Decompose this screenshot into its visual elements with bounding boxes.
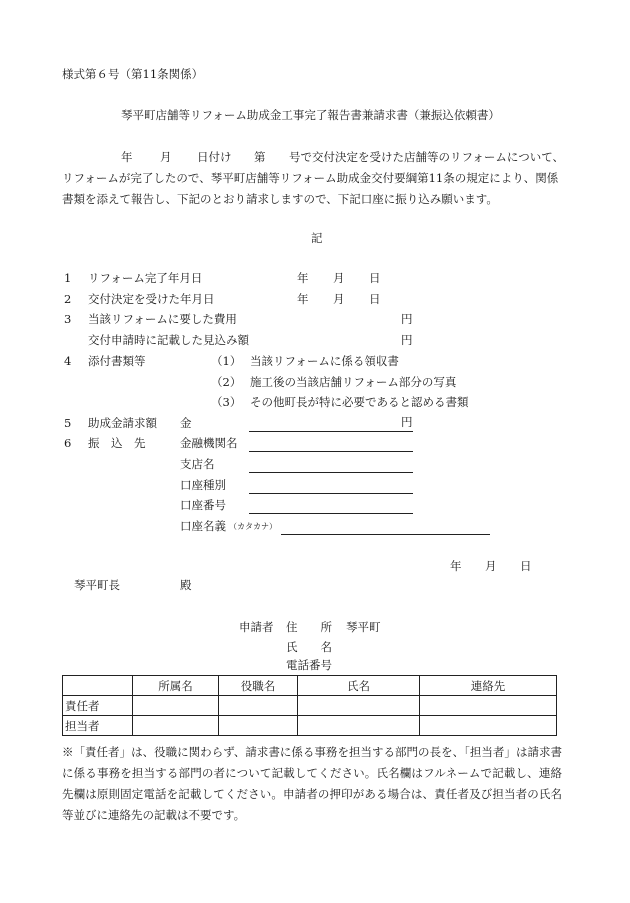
doc3-text: その他町長が特に必要であると認める書類 bbox=[250, 395, 469, 409]
item5-label: 助成金請求額 bbox=[88, 416, 157, 430]
item3-unit: 円 bbox=[401, 312, 413, 326]
header-corner bbox=[63, 676, 133, 696]
account-holder-note: （カタカナ） bbox=[229, 522, 277, 531]
doc1-text: 当該リフォームに係る領収書 bbox=[250, 354, 399, 368]
item6-label: 振 込 先 bbox=[88, 436, 146, 450]
item5-number: 5 bbox=[64, 416, 72, 430]
form-number: 様式第６号（第11条関係） bbox=[62, 67, 204, 81]
doc2-number: （2） bbox=[211, 375, 242, 389]
table-cell[interactable] bbox=[133, 696, 219, 716]
table-header-row bbox=[63, 676, 557, 696]
intro-dated: 日付け bbox=[197, 150, 232, 164]
footnote: ※「責任者」は、役職に関わらず、請求書に係る事務を担当する部門の長を、「担当者」は請求書に係る事務を担当する部門の者について記載してください。氏名欄はフルネームで記載し、連絡先欄は原則固定電話を記載してください。申請者の押印がある場合は、責任者及び担当者の氏名等並びに連絡先の記載は不要です。 bbox=[62, 745, 562, 822]
row-label-staff: 担当者 bbox=[63, 716, 133, 736]
staff-contact-table bbox=[62, 675, 557, 736]
table-cell[interactable] bbox=[420, 696, 557, 716]
account-type-field[interactable] bbox=[249, 493, 413, 494]
item4-number: 4 bbox=[64, 354, 72, 368]
item2-month: 月 bbox=[333, 292, 345, 306]
ki-heading: 記 bbox=[311, 231, 323, 245]
doc1-number: （1） bbox=[211, 354, 242, 368]
table-cell[interactable] bbox=[298, 716, 420, 736]
branch-label: 支店名 bbox=[180, 457, 215, 471]
table-row bbox=[63, 696, 557, 716]
item4-label: 添付書類等 bbox=[88, 354, 146, 368]
intro-month: 月 bbox=[160, 150, 172, 164]
address-label: 住 所 bbox=[286, 620, 332, 634]
branch-field[interactable] bbox=[249, 472, 413, 473]
header-affiliation: 所属名 bbox=[133, 676, 219, 696]
intro-year: 年 bbox=[121, 150, 133, 164]
item3-sub-unit: 円 bbox=[401, 333, 413, 347]
table-row bbox=[63, 716, 557, 736]
table-cell[interactable] bbox=[219, 716, 298, 736]
intro-dai: 第 bbox=[254, 150, 266, 164]
item6-number: 6 bbox=[64, 436, 72, 450]
item1-number: 1 bbox=[64, 271, 72, 285]
table-cell[interactable] bbox=[133, 716, 219, 736]
item2-number: 2 bbox=[64, 292, 72, 306]
item3-label: 当該リフォームに要した費用 bbox=[88, 312, 237, 326]
account-holder-field[interactable] bbox=[281, 534, 490, 535]
account-type-label: 口座種別 bbox=[180, 478, 226, 492]
addressee-name: 琴平町長 bbox=[74, 578, 120, 592]
intro-line1: 号で交付決定を受けた店舗等のリフォームについて、 bbox=[289, 150, 564, 164]
applicant-label: 申請者 bbox=[239, 620, 274, 634]
item1-day: 日 bbox=[369, 271, 381, 285]
item2-year: 年 bbox=[297, 292, 309, 306]
amount-field[interactable] bbox=[249, 431, 413, 432]
intro-line2: リフォームが完了したので、琴平町店舗等リフォーム助成金交付要綱第11条の規定により、関係 bbox=[62, 171, 559, 185]
item5-kin: 金 bbox=[180, 416, 192, 430]
item3-number: 3 bbox=[64, 312, 72, 326]
table-cell[interactable] bbox=[420, 716, 557, 736]
bank-name-label: 金融機関名 bbox=[180, 436, 238, 450]
table-cell[interactable] bbox=[219, 696, 298, 716]
date-month: 月 bbox=[485, 559, 497, 573]
doc3-number: （3） bbox=[211, 395, 242, 409]
addressee-dono: 殿 bbox=[180, 578, 192, 592]
date-day: 日 bbox=[520, 559, 532, 573]
bank-name-field[interactable] bbox=[249, 451, 413, 452]
applicant-name-label: 氏 名 bbox=[286, 640, 332, 654]
account-holder-label: 口座名義 bbox=[180, 519, 226, 533]
item5-unit: 円 bbox=[401, 415, 413, 429]
account-number-field[interactable] bbox=[249, 513, 413, 514]
item2-label: 交付決定を受けた年月日 bbox=[88, 292, 215, 306]
document-title: 琴平町店舗等リフォーム助成金工事完了報告書兼請求書（兼振込依頼書） bbox=[121, 108, 500, 122]
item3-sub-label: 交付申請時に記載した見込み額 bbox=[88, 333, 249, 347]
table-cell[interactable] bbox=[298, 696, 420, 716]
phone-label: 電話番号 bbox=[286, 658, 332, 672]
item1-month: 月 bbox=[333, 271, 345, 285]
account-number-label: 口座番号 bbox=[180, 498, 226, 512]
header-name: 氏名 bbox=[298, 676, 420, 696]
date-year: 年 bbox=[450, 559, 462, 573]
doc2-text: 施工後の当該店舗リフォーム部分の写真 bbox=[250, 375, 457, 389]
item1-year: 年 bbox=[297, 271, 309, 285]
item1-label: リフォーム完了年月日 bbox=[88, 271, 203, 285]
header-contact: 連絡先 bbox=[420, 676, 557, 696]
item2-day: 日 bbox=[369, 292, 381, 306]
address-value: 琴平町 bbox=[346, 620, 381, 634]
row-label-responsible: 責任者 bbox=[63, 696, 133, 716]
header-position: 役職名 bbox=[219, 676, 298, 696]
intro-line3: 書類を添えて報告し、下記のとおり請求しますので、下記口座に振り込み願います。 bbox=[62, 192, 498, 206]
